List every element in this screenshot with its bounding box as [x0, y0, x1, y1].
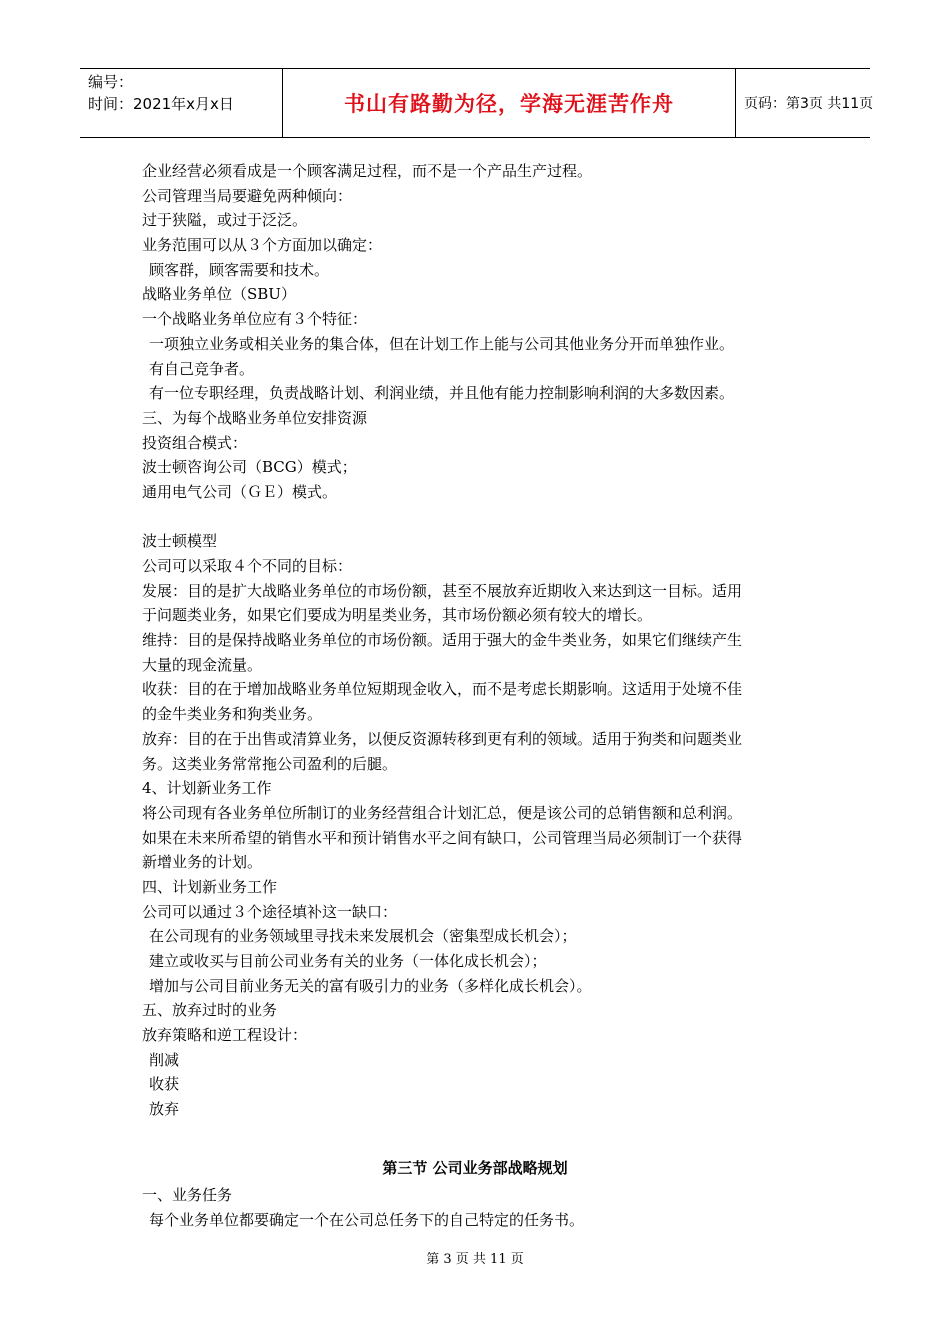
- body-line: 增加与公司目前业务无关的富有吸引力的业务（多样化成长机会）。: [149, 976, 592, 995]
- body-line: 放弃: [149, 1100, 180, 1119]
- body-line: 在公司现有的业务领域里寻找未来发展机会（密集型成长机会）；: [149, 927, 577, 946]
- body-line: 于问题类业务，如果它们要成为明星类业务，其市场份额必须有较大的增长。: [142, 606, 653, 625]
- page-footer: 第 3 页 共 11 页: [426, 1252, 524, 1267]
- document-date: 时间：2021年x月x日: [88, 95, 234, 113]
- body-line: 新增业务的计划。: [142, 853, 263, 872]
- header-motto: 书山有路勤为径，学海无涯苦作舟: [283, 69, 736, 137]
- page-header: [80, 68, 874, 138]
- section-title: 第三节 公司业务部战略规划: [382, 1159, 568, 1177]
- body-line: 每个业务单位都要确定一个在公司总任务下的自己特定的任务书。: [149, 1210, 585, 1229]
- header-meta: [80, 69, 283, 137]
- body-line: 收获: [149, 1075, 180, 1094]
- body-line: 大量的现金流量。: [142, 655, 263, 674]
- body-line: 放弃策略和逆工程设计：: [142, 1026, 308, 1045]
- body-line: 一项独立业务或相关业务的集合体，但在计划工作上能与公司其他业务分开而单独作业。: [149, 334, 735, 353]
- body-line: 过于狭隘，或过于泛泛。: [142, 211, 308, 230]
- body-line: 建立或收买与目前公司业务有关的业务（一体化成长机会）；: [149, 952, 547, 970]
- body-line: 有自己竞争者。: [149, 359, 255, 378]
- body-text: [142, 159, 822, 1122]
- body-line: 有一位专职经理，负责战略计划、利润业绩，并且他有能力控制影响利润的大多数因素。: [149, 384, 735, 403]
- body-line: 顾客群，顾客需要和技术。: [149, 260, 330, 279]
- body-line: 投资组合模式：: [142, 433, 248, 452]
- body-line: 通用电气公司（ＧＥ）模式。: [142, 482, 338, 501]
- body-line: 波士顿咨询公司（BCG）模式；: [142, 458, 357, 477]
- body-line: 4、计划新业务工作: [142, 779, 272, 798]
- body-line: 波士顿模型: [142, 532, 218, 551]
- body-line: 发展：目的是扩大战略业务单位的市场份额，甚至不展放弃近期收入来达到这一目标。适用: [142, 581, 743, 600]
- body-line: 收获：目的在于增加战略业务单位短期现金收入，而不是考虑长期影响。这适用于处境不佳: [142, 680, 743, 699]
- body-line: 三、为每个战略业务单位安排资源: [142, 408, 368, 427]
- document-number-label: 编号：: [88, 73, 134, 91]
- body-line: 一个战略业务单位应有３个特征：: [142, 310, 368, 329]
- body-line: 的金牛类业务和狗类业务。: [142, 705, 323, 724]
- body-line: 战略业务单位（SBU）: [142, 285, 296, 304]
- body-line: 业务范围可以从３个方面加以确定：: [142, 236, 383, 255]
- body-line: 维持：目的是保持战略业务单位的市场份额。适用于强大的金牛类业务，如果它们继续产生: [142, 631, 743, 650]
- body-line: 如果在未来所希望的销售水平和预计销售水平之间有缺口，公司管理当局必须制订一个获得: [142, 828, 743, 847]
- body-line: 公司可以通过３个途径填补这一缺口：: [142, 902, 398, 921]
- body-line: 削减: [149, 1050, 180, 1069]
- body-line: 公司可以采取４个不同的目标：: [142, 557, 353, 575]
- body-line: 四、计划新业务工作: [142, 877, 278, 896]
- body-line: 将公司现有各业务单位所制订的业务经营组合计划汇总，便是该公司的总销售额和总利润。: [142, 803, 743, 822]
- section-body: [142, 1183, 584, 1232]
- body-line: 五、放弃过时的业务: [142, 1001, 278, 1020]
- header-page-info: 页码：第3页 共11页: [744, 96, 874, 112]
- body-line: 一、业务任务: [142, 1186, 233, 1204]
- body-line: 企业经营必须看成是一个顾客满足过程，而不是一个产品生产过程。: [142, 162, 593, 180]
- blank-line: [142, 505, 822, 530]
- body-line: 公司管理当局要避免两种倾向：: [142, 186, 353, 205]
- body-line: 务。这类业务常常拖公司盈利的后腿。: [142, 754, 398, 773]
- body-line: 放弃：目的在于出售或清算业务，以便反资源转移到更有利的领域。适用于狗类和问题类业: [142, 729, 743, 748]
